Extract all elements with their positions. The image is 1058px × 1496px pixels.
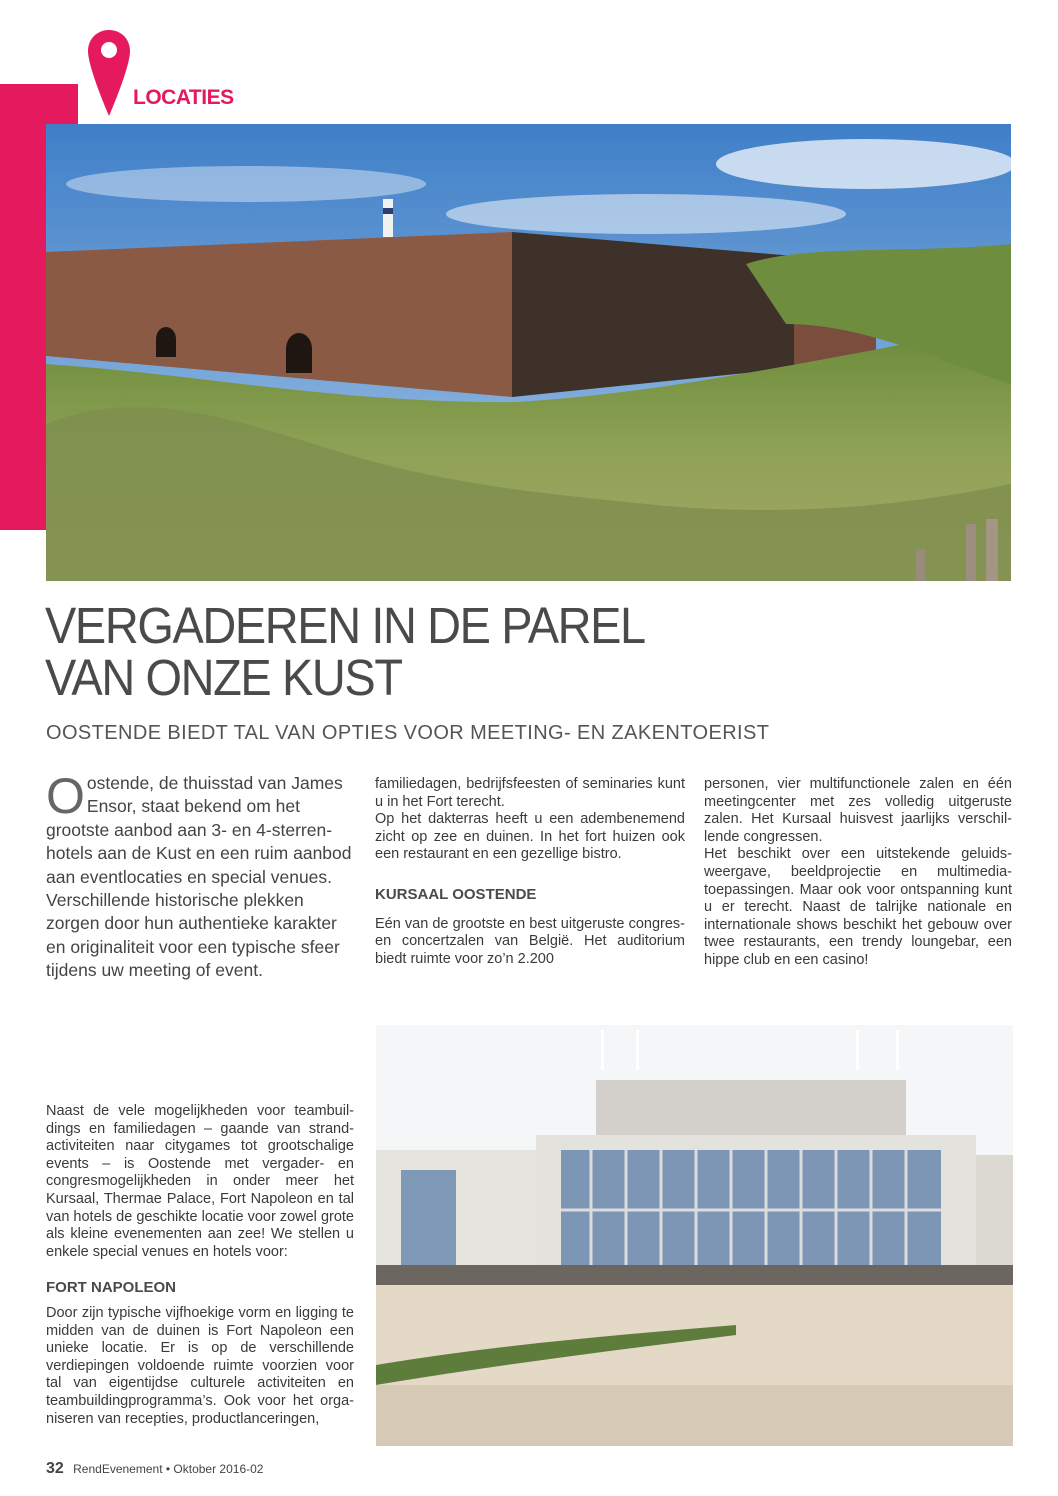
accent-bar: [0, 84, 47, 530]
column-2: [375, 776, 685, 968]
lead-paragraph: [46, 768, 356, 983]
title-line: VAN ONZE KUST: [45, 649, 402, 706]
page-title: [45, 597, 928, 706]
kursaal-photo: [376, 1025, 1013, 1446]
location-pin-icon: [88, 30, 130, 116]
section-label: LOCATIES: [133, 86, 234, 109]
page-footer: [46, 1460, 263, 1478]
paragraph: Het beschikt over een uitstekende geluids-weergave, beeldprojectie en multimedia-toepassingen. Maar ook voor ontspanning kunt u er terecht. Naast de talrijke nationale en internationale shows beschikt het gebouw over twee restaurants, een trendy loungebar, een hippe club en een casino!: [704, 846, 1012, 968]
dropcap: O: [46, 768, 85, 824]
subheading-kursaal: KURSAAL OOSTENDE: [375, 885, 537, 903]
paragraph: Eén van de grootste en best uitgeruste congres- en concertzalen van België. Het auditorium biedt ruimte voor zo’n 2.200: [375, 915, 685, 967]
subheading-fort-napoleon: FORT NAPOLEON: [46, 1279, 176, 1297]
fort-photo: [46, 124, 1011, 581]
paragraph: Naast de vele mogelijkheden voor teambuil-dings en familiedagen – gaande van strand-activiteiten naar citygames tot grootschalige events – is Oostende met vergader- en congresmogelijkheden in onder meer het Kursaal, Thermae Palace, Fort Napoleon en tal van hotels de geschikte locatie voor zowel grote als kleine evenementen aan zee! We stellen u enkele special venues en hotels voor:: [46, 1103, 354, 1260]
paragraph: Op het dakterras heeft u een adembenemend zicht op zee en duinen. In het fort huizen ook een restaurant en een gezellige bistro.: [375, 811, 685, 863]
accent-bar-top: [0, 84, 78, 124]
column-3: [704, 776, 1012, 970]
paragraph: familiedagen, bedrijfsfeesten of seminaries kunt u in het Fort terecht.: [375, 776, 685, 810]
page-number: 32: [46, 1460, 64, 1477]
column-bottom: [46, 1103, 354, 1428]
lead-text: ostende, de thuisstad van James Ensor, staat bekend om het grootste aanbod aan 3- en 4-sterren-hotels aan de Kust en een ruim aanbod aan eventlocaties en special venues. Verschillende historische plekken zorgen door hun authentieke karakter en originaliteit voor een typische sfeer tijdens uw meeting of event.: [46, 773, 352, 981]
paragraph: Door zijn typische vijfhoekige vorm en ligging te midden van de duinen is Fort Napoleon een unieke locatie. Er is op de verschillende verdiepingen voldoende ruimte voorzien voor tal van eigentijdse culturele activiteiten en teambuildingprogramma’s. Ook voor het orga-niseren van recepties, productlanceringen,: [46, 1304, 354, 1427]
paragraph: personen, vier multifunctionele zalen en één meetingcenter met zes volledig uitgeruste zalen. Het Kursaal huisvest jaarlijks verschil-lende congressen.: [704, 776, 1012, 845]
page-subtitle: OOSTENDE BIEDT TAL VAN OPTIES VOOR MEETING- EN ZAKENTOERIST: [46, 722, 770, 744]
publication-info: RendEvenement • Oktober 2016-02: [73, 1462, 264, 1476]
title-line: VERGADEREN IN DE PAREL: [45, 597, 645, 654]
